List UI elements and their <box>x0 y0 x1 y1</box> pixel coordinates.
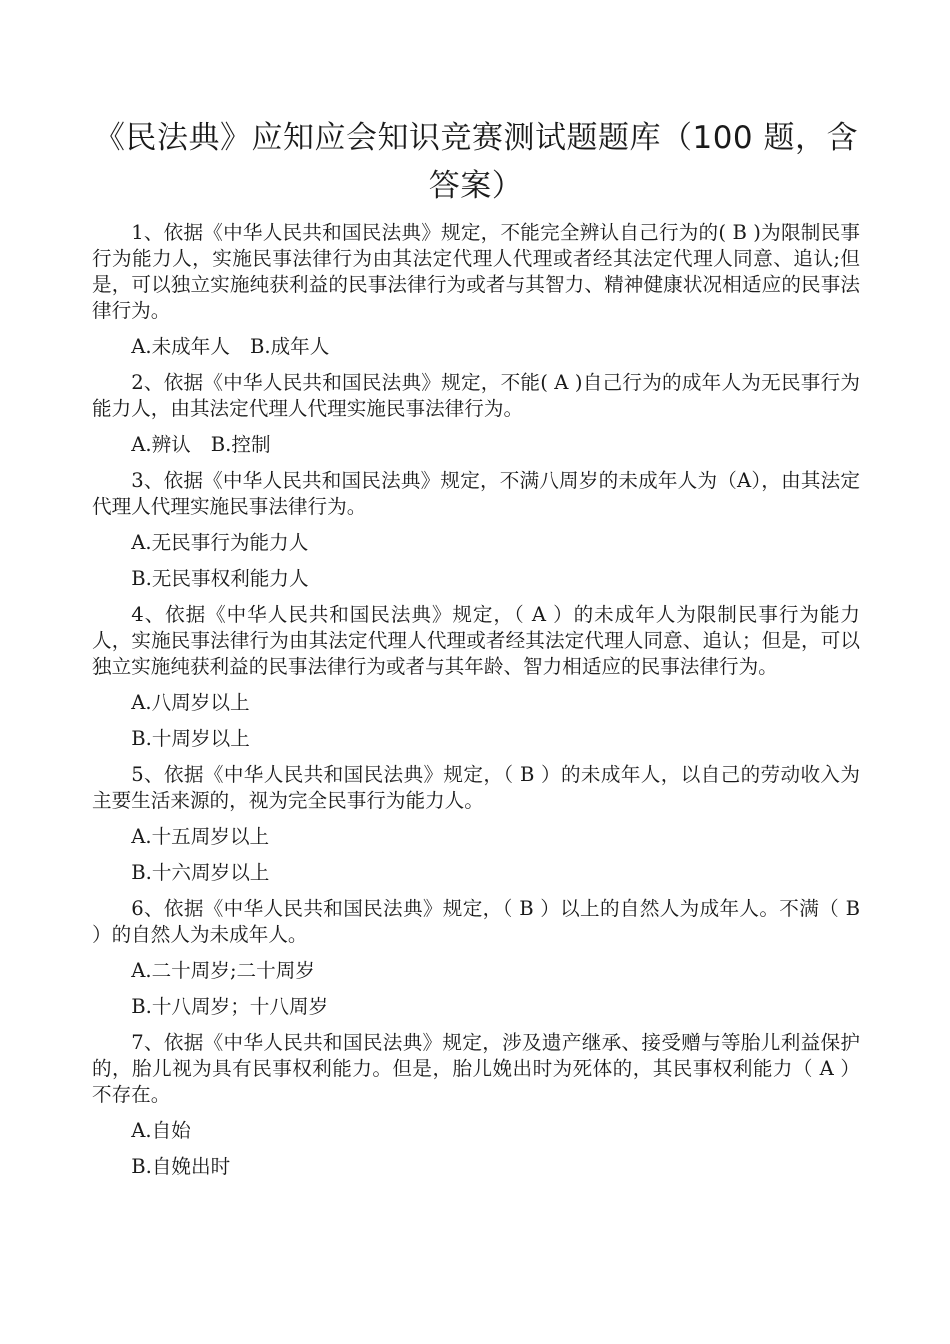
question-6: 6、依据《中华人民共和国民法典》规定，（ B ）以上的自然人为成年人。不满（ B ）的自然人为未成年人。 <box>92 897 860 946</box>
question-1: 1、依据《中华人民共和国民法典》规定，不能完全辨认自己行为的( B )为限制民事行为能力人，实施民事法律行为由其法定代理人代理或者经其法定代理人同意、追认;但是，可以独立实施纯获利益的民事法律行为或者与其智力、精神健康状况相适应的民事法律行为。 <box>92 221 860 322</box>
document-title: 《民法典》应知应会知识竞赛测试题题库（100 题，含答案） <box>93 120 859 204</box>
question-4-option-a: A.八周岁以上 <box>131 691 250 714</box>
question-1-option-a: A.未成年人 <box>131 335 230 358</box>
question-7-option-b: B.自娩出时 <box>131 1155 231 1178</box>
question-6-option-b: B.十八周岁；十八周岁 <box>131 995 329 1018</box>
question-7-option-a: A.自始 <box>131 1119 191 1142</box>
question-6-option-a: A.二十周岁;二十周岁 <box>131 959 315 982</box>
question-2: 2、依据《中华人民共和国民法典》规定，不能( A )自己行为的成年人为无民事行为能力人，由其法定代理人代理实施民事法律行为。 <box>92 371 860 420</box>
question-4: 4、依据《中华人民共和国民法典》规定，（ A ）的未成年人为限制民事行为能力人，实施民事法律行为由其法定代理人代理或者经其法定代理人同意、追认；但是，可以独立实施纯获利益的民事法律行为或者与其年龄、智力相适应的民事法律行为。 <box>92 603 860 678</box>
question-2-options <box>92 432 860 458</box>
question-5-option-b: B.十六周岁以上 <box>131 861 270 884</box>
document-page <box>92 114 860 1180</box>
question-2-option-b: B.控制 <box>210 433 271 456</box>
question-3-option-a: A.无民事行为能力人 <box>131 531 309 554</box>
question-1-options <box>92 334 860 360</box>
question-5: 5、依据《中华人民共和国民法典》规定，（ B ）的未成年人，以自己的劳动收入为主要生活来源的，视为完全民事行为能力人。 <box>92 763 860 812</box>
question-7: 7、依据《中华人民共和国民法典》规定，涉及遗产继承、接受赠与等胎儿利益保护的，胎儿视为具有民事权利能力。但是，胎儿娩出时为死体的，其民事权利能力（ A ）不存在。 <box>92 1031 860 1106</box>
question-3-option-b: B.无民事权利能力人 <box>131 567 309 590</box>
question-1-option-b: B.成年人 <box>249 335 330 358</box>
question-3: 3、依据《中华人民共和国民法典》规定，不满八周岁的未成年人为（A），由其法定代理人代理实施民事法律行为。 <box>92 469 860 518</box>
question-5-option-a: A.十五周岁以上 <box>131 825 270 848</box>
question-4-option-b: B.十周岁以上 <box>131 727 250 750</box>
question-2-option-a: A.辨认 <box>131 433 191 456</box>
